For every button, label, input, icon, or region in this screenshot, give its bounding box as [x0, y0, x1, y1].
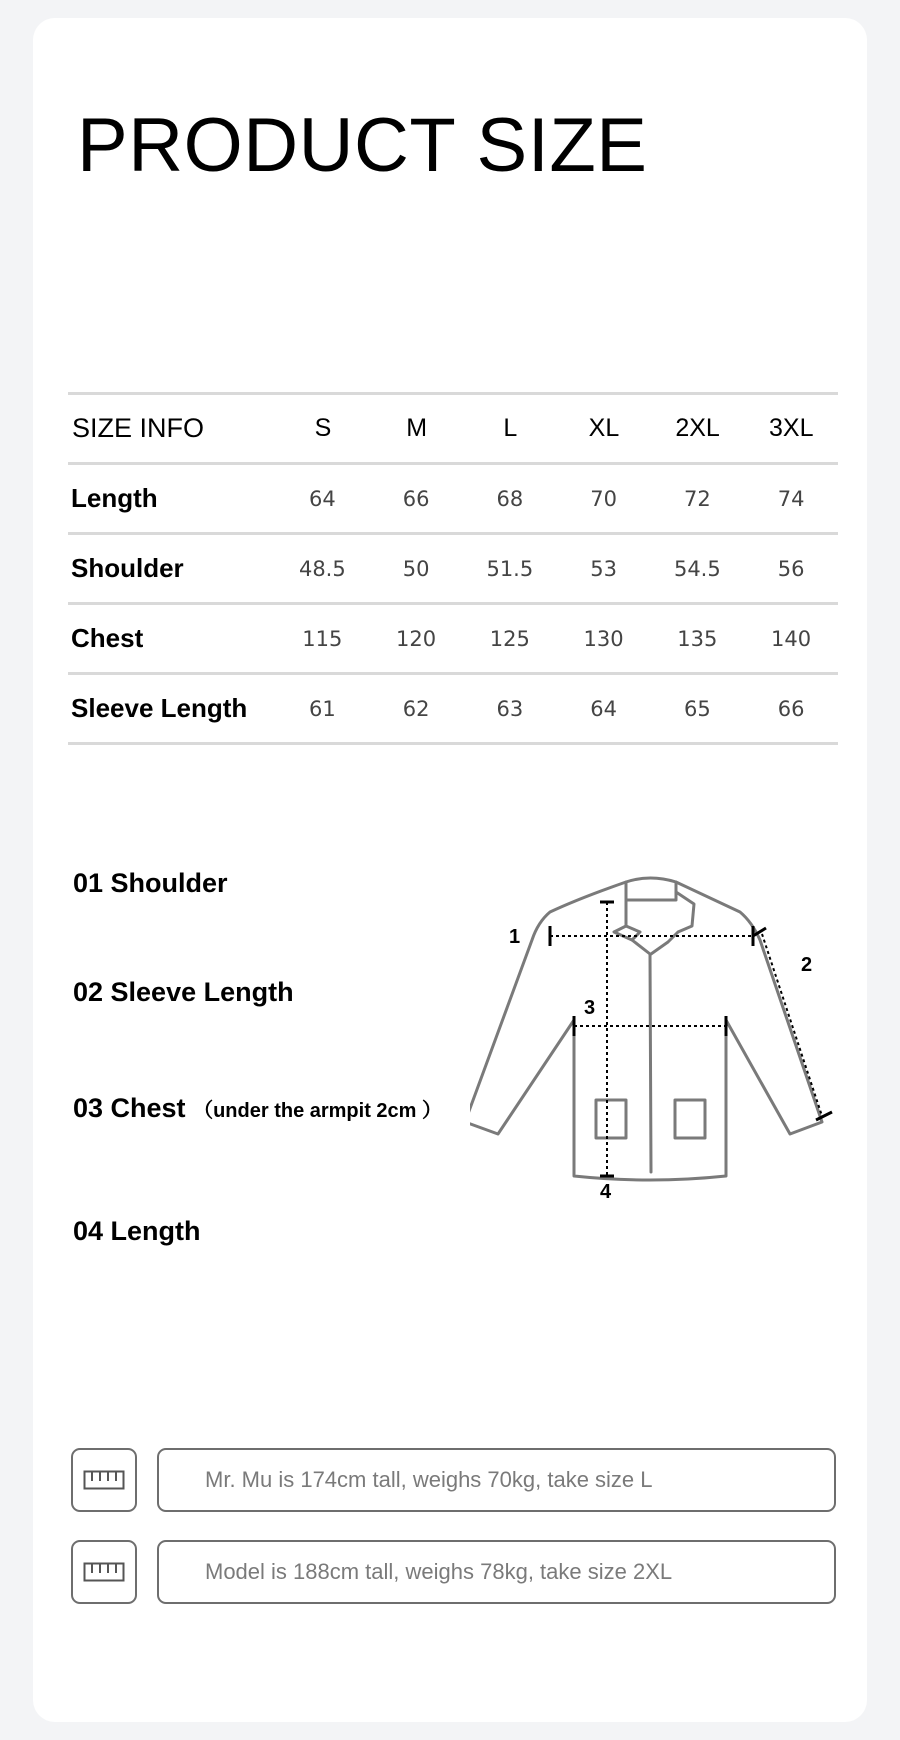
size-table	[68, 392, 838, 745]
table-row	[68, 672, 838, 745]
ruler-icon	[83, 1470, 125, 1490]
size-header: XL	[588, 414, 620, 442]
table-cell: 63	[496, 696, 524, 721]
size-header: M	[406, 414, 428, 442]
table-row	[68, 532, 838, 602]
table-cell: 140	[771, 626, 812, 651]
table-cell: 65	[683, 696, 711, 721]
diagram-label-4: 4	[600, 1181, 612, 1203]
table-cell: 54.5	[673, 556, 721, 581]
size-header: S	[314, 414, 332, 442]
size-header: 3XL	[768, 414, 814, 442]
table-cell: 51.5	[486, 556, 534, 581]
measurement-shoulder: 01 Shoulder	[73, 868, 228, 898]
measurement-chest-label: 03 Chest	[73, 1093, 186, 1123]
table-cell: 66	[777, 696, 805, 721]
table-cell: 56	[777, 556, 805, 581]
ruler-icon-box	[71, 1540, 137, 1604]
table-cell: 66	[402, 486, 430, 511]
page-title: PRODUCT SIZE	[77, 103, 648, 188]
table-cell: 72	[683, 486, 711, 511]
row-label: Length	[71, 483, 158, 513]
table-cell: 68	[496, 486, 524, 511]
size-header: 2XL	[675, 414, 720, 442]
diagram-label-3: 3	[584, 997, 596, 1019]
diagram-label-1: 1	[509, 926, 521, 948]
table-header-row	[68, 392, 838, 462]
jacket-diagram-icon	[470, 870, 850, 1210]
table-cell: 120	[396, 626, 437, 651]
measurement-chest	[73, 1093, 442, 1124]
table-cell: 115	[302, 626, 343, 651]
ruler-icon	[83, 1562, 125, 1582]
table-cell: 61	[308, 696, 336, 721]
ruler-icon-box	[71, 1448, 137, 1512]
table-row	[68, 462, 838, 532]
row-label: Shoulder	[71, 553, 184, 583]
table-cell: 74	[777, 486, 805, 511]
measurement-chest-note: （under the armpit 2cm ）	[193, 1100, 443, 1122]
table-cell: 70	[590, 486, 617, 511]
table-cell: 130	[583, 626, 624, 651]
model-info-text: Mr. Mu is 174cm tall, weighs 70kg, take size L	[157, 1448, 836, 1512]
table-cell: 64	[590, 696, 617, 721]
table-row	[68, 602, 838, 672]
table-cell: 48.5	[298, 556, 346, 581]
diagram-label-2: 2	[801, 954, 813, 976]
row-label: Chest	[71, 623, 144, 653]
table-cell: 62	[402, 696, 430, 721]
model-info-row	[71, 1448, 836, 1516]
row-label: Sleeve Length	[71, 693, 248, 723]
table-cell: 135	[677, 626, 718, 651]
measurement-length: 04 Length	[73, 1216, 201, 1246]
model-info-text: Model is 188cm tall, weighs 78kg, take size 2XL	[157, 1540, 836, 1604]
table-cell: 50	[402, 556, 430, 581]
table-cell: 64	[308, 486, 336, 511]
model-info-row	[71, 1540, 836, 1608]
measurement-sleeve-length: 02 Sleeve Length	[73, 977, 294, 1007]
table-cell: 53	[590, 556, 617, 581]
header-label: SIZE INFO	[72, 413, 205, 443]
table-cell: 125	[489, 626, 530, 651]
size-header: L	[503, 414, 518, 442]
jacket-outline	[470, 878, 822, 1180]
